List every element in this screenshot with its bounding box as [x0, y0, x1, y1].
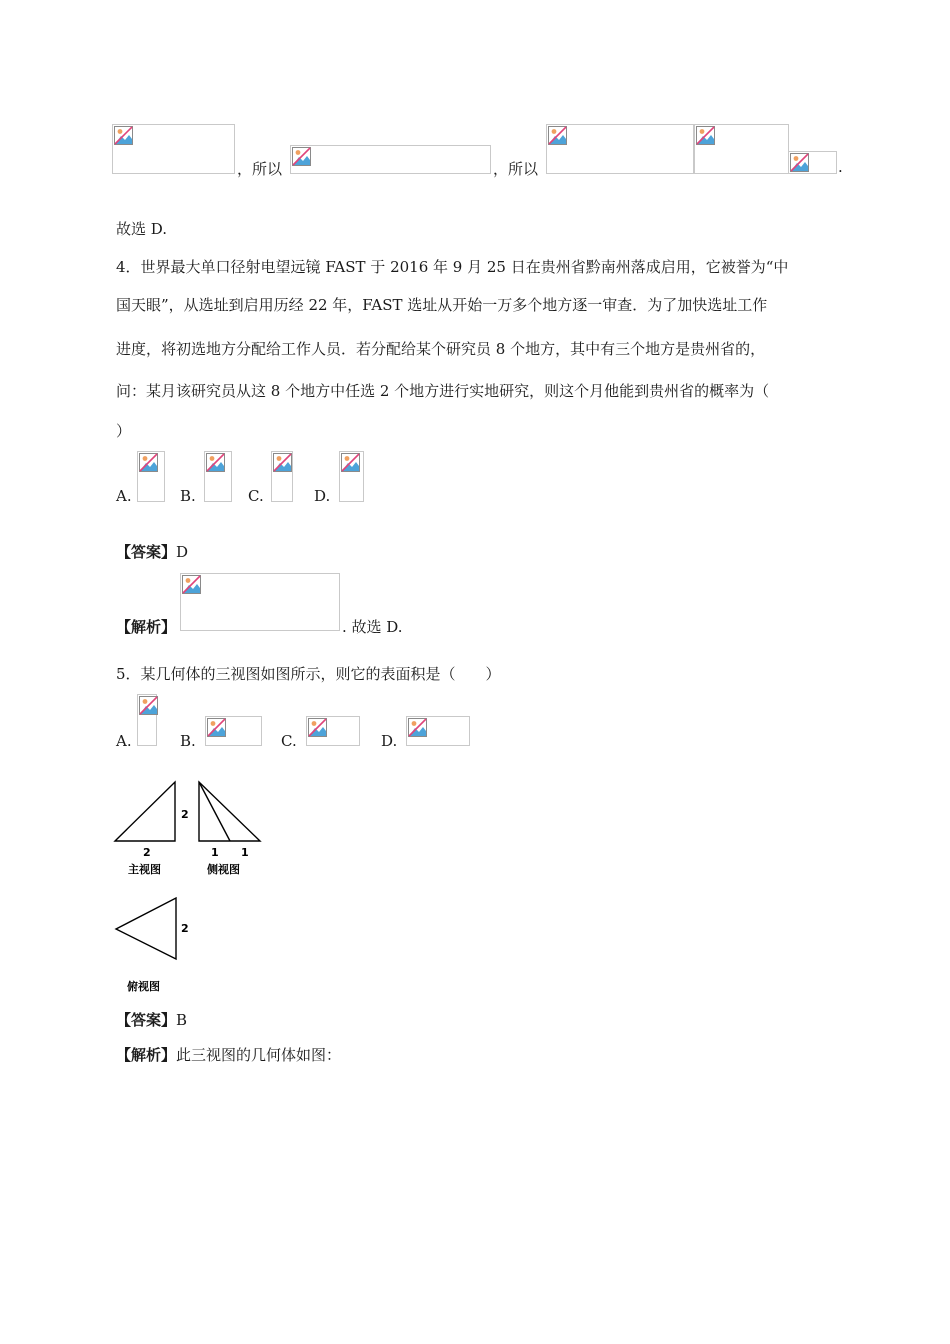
broken-image-icon [139, 696, 158, 715]
answer-value: B [176, 1011, 188, 1029]
broken-image-icon [696, 126, 715, 145]
option-label-b: B. [180, 487, 196, 505]
analysis-tag: 【解析】 [116, 1046, 177, 1064]
text-so: ，所以 [237, 160, 283, 178]
formula-image [788, 151, 837, 174]
broken-image-icon [182, 575, 201, 594]
broken-image-icon [408, 718, 427, 737]
side-view [199, 782, 260, 841]
q4-stem-line-4: 问：某月该研究员从这 8 个地方中任选 2 个地方进行实地研究，则这个月他能到贵州省的概率为（ [116, 382, 770, 400]
formula-image [694, 124, 789, 174]
option-b-image [205, 716, 262, 746]
top-caption: 俯视图 [127, 980, 160, 993]
side-caption: 侧视图 [207, 863, 240, 876]
formula-image [112, 124, 235, 174]
broken-image-icon [790, 153, 809, 172]
analysis-tag: 【解析】 [116, 618, 177, 636]
front-view [115, 782, 175, 841]
option-d-image [406, 716, 470, 746]
option-label-a: A. [116, 487, 132, 505]
option-label-a: A. [116, 732, 132, 750]
three-view-figure [110, 776, 280, 1000]
option-b-image [204, 451, 232, 502]
broken-image-icon [292, 147, 311, 166]
q4-stem-line-3: 进度，将初选地方分配给工作人员．若分配给某个研究员 8 个地方，其中有三个地方是贵州省的， [116, 340, 766, 358]
text-so: ，所以 [493, 160, 539, 178]
side-dim-right: 1 [241, 846, 249, 859]
q4-stem-line-1: 4．世界最大单口径射电望远镜 FAST 于 2016 年 9 月 25 日在贵州省黔南州落成启用，它被誉为“中 [116, 258, 789, 276]
formula-image [290, 145, 491, 174]
answer-value: D [176, 543, 189, 561]
front-dim-bottom: 2 [143, 846, 151, 859]
analysis-text: 此三视图的几何体如图： [176, 1046, 342, 1064]
front-dim-right: 2 [181, 808, 189, 821]
option-d-image [339, 451, 364, 502]
q4-answer [116, 541, 188, 562]
option-c-image [306, 716, 360, 746]
q4-stem-line-5: ） [116, 422, 132, 440]
q3-conclusion: 故选 D. [116, 220, 168, 238]
q4-stem-line-2: 国天眼”，从选址到启用历经 22 年，FAST 选址从开始一万多个地方逐一审查．为了加快选址工作 [116, 296, 768, 314]
option-label-c: C. [248, 487, 264, 505]
option-a-image [137, 451, 165, 502]
broken-image-icon [341, 453, 360, 472]
option-label-d: D. [314, 487, 331, 505]
option-a-image [137, 694, 157, 746]
side-dim-left: 1 [211, 846, 219, 859]
broken-image-icon [273, 453, 292, 472]
broken-image-icon [114, 126, 133, 145]
analysis-tail: . 故选 D. [342, 618, 403, 636]
broken-image-icon [548, 126, 567, 145]
option-label-d: D. [381, 732, 398, 750]
q5-answer [116, 1009, 187, 1030]
broken-image-icon [206, 453, 225, 472]
top-dim-right: 2 [181, 922, 189, 935]
text-period: . [838, 158, 843, 176]
answer-tag: 【答案】 [116, 543, 177, 561]
q5-stem: 5．某几何体的三视图如图所示，则它的表面积是（ ） [116, 665, 501, 683]
option-c-image [271, 451, 293, 502]
analysis-formula-image [180, 573, 340, 631]
answer-tag: 【答案】 [116, 1011, 177, 1029]
formula-image [546, 124, 694, 174]
option-label-c: C. [281, 732, 297, 750]
broken-image-icon [139, 453, 158, 472]
q5-analysis [116, 1044, 341, 1065]
broken-image-icon [308, 718, 327, 737]
option-label-b: B. [180, 732, 196, 750]
top-view [116, 898, 176, 959]
broken-image-icon [207, 718, 226, 737]
front-caption: 主视图 [128, 863, 161, 876]
